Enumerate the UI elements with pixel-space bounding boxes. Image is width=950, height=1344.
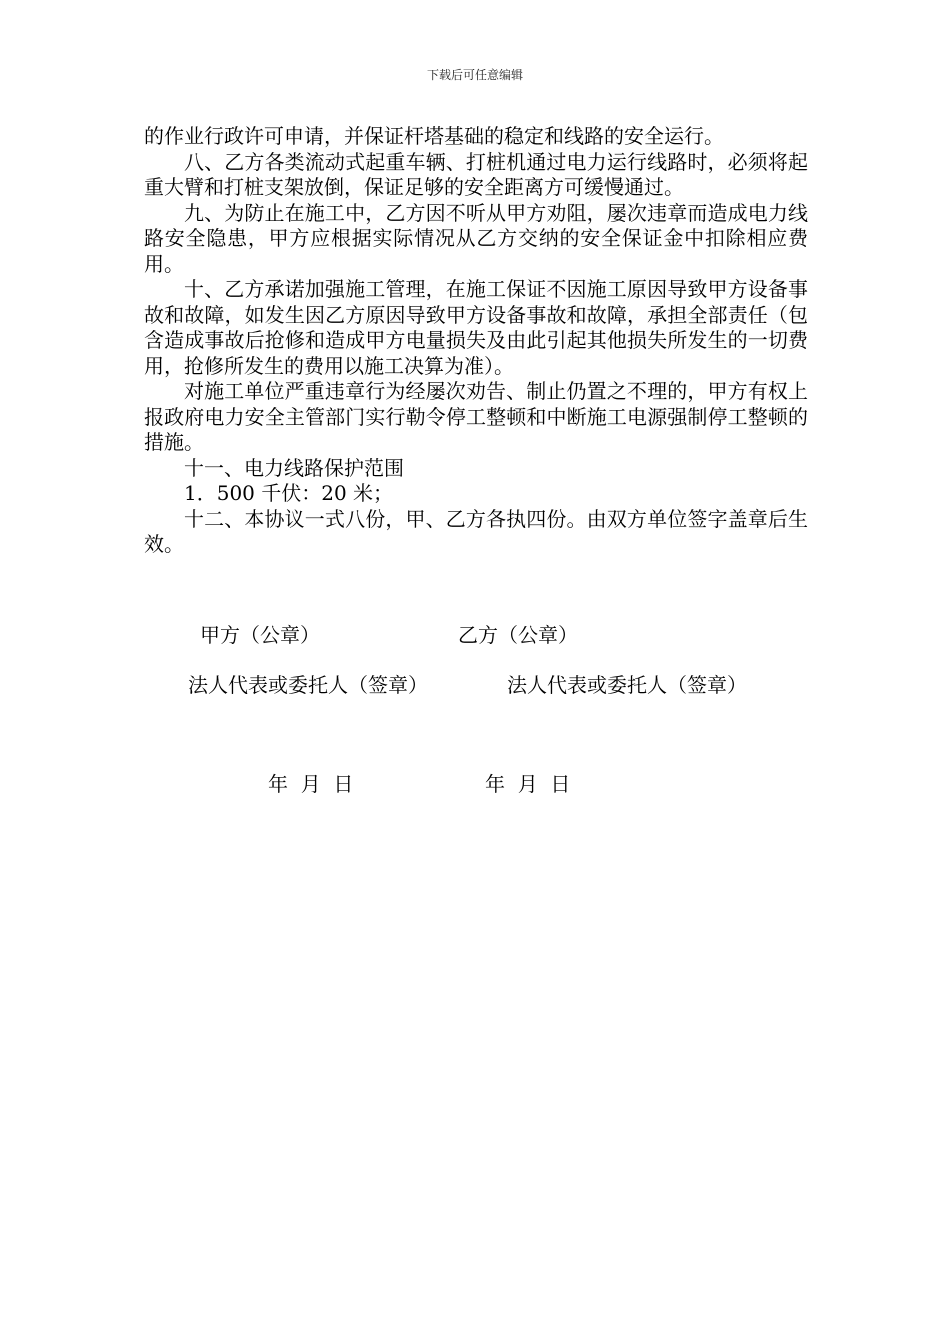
paragraph-continuation: 的作业行政许可申请，并保证杆塔基础的稳定和线路的安全运行。 <box>144 124 724 148</box>
party-b-representative: 法人代表或委托人（签章） <box>507 673 747 697</box>
violation-clause: 对施工单位严重违章行为经屡次劝告、制止仍置之不理的，甲方有权上报政府电力安全主管部门实行勒令停工整顿和中断施工电源强制停工整顿的措施。 <box>144 379 808 454</box>
party-a-seal: 甲方（公章） <box>200 623 320 647</box>
clause-9: 九、为防止在施工中，乙方因不听从甲方劝阻，屡次违章而造成电力线路安全隐患，甲方应根据实际情况从乙方交纳的安全保证金中扣除相应费用。 <box>144 200 808 276</box>
party-a-representative: 法人代表或委托人（签章） <box>188 673 428 697</box>
party-a-date: 年 月 日 <box>268 772 354 796</box>
clause-10: 十、乙方承诺加强施工管理，在施工保证不因施工原因导致甲方设备事故和故障，如发生因乙方原因导致甲方设备事故和故障，承担全部责任（包含造成事故后抢修和造成甲方电量损失及由此引起其他损失所发生的一切费用，抢修所发生的费用以施工决算为准）。 <box>144 277 808 378</box>
seal-row <box>0 622 950 648</box>
clause-8: 八、乙方各类流动式起重车辆、打桩机通过电力运行线路时，必须将起重大臂和打桩支架放倒，保证足够的安全距离方可缓慢通过。 <box>144 149 808 199</box>
party-b-date: 年 月 日 <box>485 772 571 796</box>
agreement-body <box>144 124 808 558</box>
representative-row <box>0 672 950 698</box>
date-row <box>0 771 950 797</box>
clause-11: 十一、电力线路保护范围 <box>184 455 404 480</box>
party-b-seal: 乙方（公章） <box>458 623 578 647</box>
page-header-note: 下载后可任意编辑 <box>426 68 523 82</box>
clause-11-item-1: 1．500 千伏：20 米； <box>184 481 394 505</box>
clause-12: 十二、本协议一式八份，甲、乙方各执四份。由双方单位签字盖章后生效。 <box>144 506 808 556</box>
